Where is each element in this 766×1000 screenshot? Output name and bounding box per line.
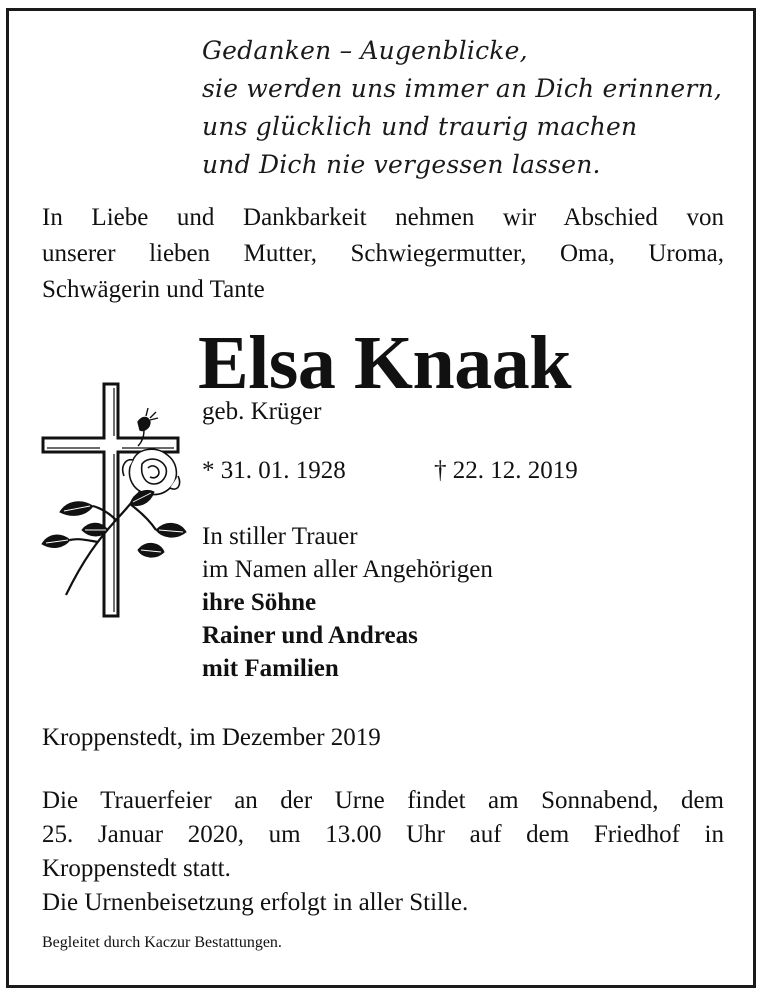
intro-line: unserer lieben Mutter, Schwiegermutter, Oma, Uroma, [42,240,724,267]
poem-line: Gedanken – Augenblicke, [202,36,528,65]
deceased-name: Elsa Knaak [198,321,572,405]
place-and-date: Kroppenstedt, im Dezember 2019 [42,724,381,751]
mourners-name-line: mit Familien [202,655,339,682]
poem-line: uns glücklich und traurig machen [202,112,638,141]
service-line: Die Trauerfeier an der Urne findet am Sonnabend, dem [42,787,724,814]
intro-line: In Liebe und Dankbarkeit nehmen wir Abschied von [42,204,724,231]
death-date: † 22. 12. 2019 [434,457,578,484]
mourners-name-line: Rainer und Andreas [202,622,418,649]
birth-date: * 31. 01. 1928 [202,457,346,484]
mourners-block [202,520,493,685]
intro-text [42,200,724,308]
service-line: Kroppenstedt statt. [42,855,231,882]
mourners-line: In stiller Trauer [202,523,358,550]
poem [202,32,732,184]
intro-line: Schwägerin und Tante [42,276,265,303]
birth-name: geb. Krüger [202,398,322,425]
service-info [42,784,724,920]
funeral-home-credit: Begleitet durch Kaczur Bestattungen. [42,934,282,951]
service-line: 25. Januar 2020, um 13.00 Uhr auf dem Friedhof in [42,821,724,848]
poem-line: und Dich nie vergessen lassen. [202,150,601,179]
poem-line: sie werden uns immer an Dich erinnern, [202,74,723,103]
mourners-name-line: ihre Söhne [202,589,317,616]
service-line: Die Urnenbeisetzung erfolgt in aller Stille. [42,889,469,916]
mourners-line: im Namen aller Angehörigen [202,556,493,583]
cross-with-rose-icon [38,380,188,620]
